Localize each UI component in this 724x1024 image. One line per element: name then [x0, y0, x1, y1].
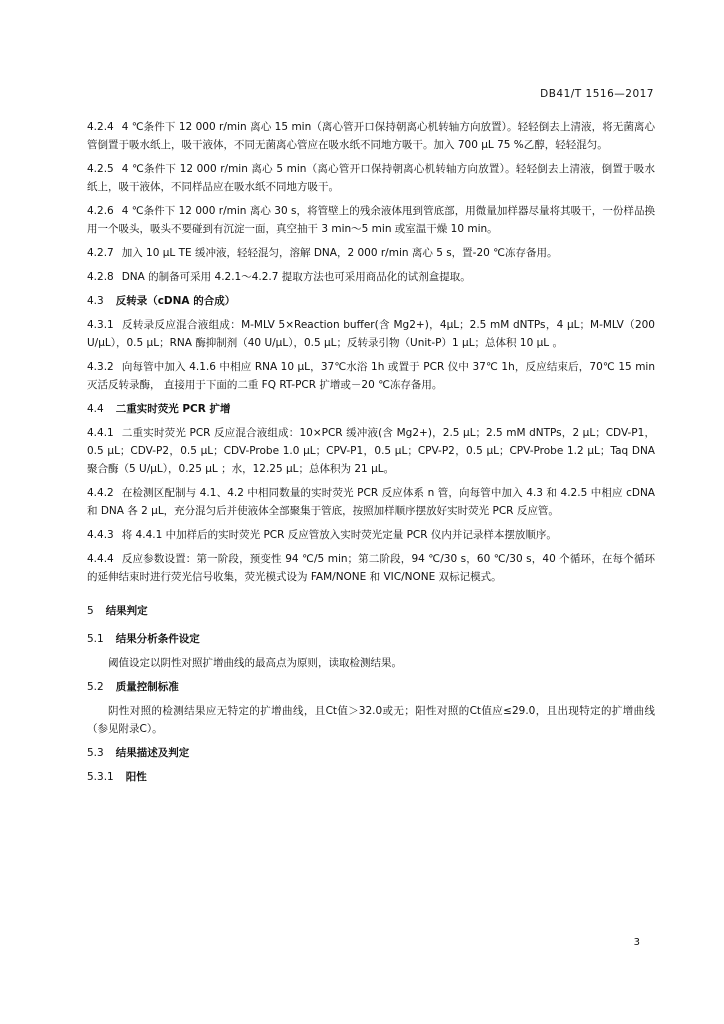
section-heading	[87, 292, 655, 310]
clause-paragraph	[87, 268, 655, 286]
clause-text: 4 ℃条件下 12 000 r/min 离心 5 min（离心管开口保持朝离心机转轴方向放置）。轻轻倒去上清液，倒置于吸水纸上，吸干液体，不同样品应在吸水纸不同地方吸干。	[87, 163, 655, 193]
clause-text: 反应参数设置：第一阶段，预变性 94 ℃/5 min；第二阶段，94 ℃/30 s，60 ℃/30 s，40 个循环，在每个循环的延伸结束时进行荧光信号收集，荧光模式设为 FAM/NONE 和 VIC/NONE 双标记模式。	[87, 553, 655, 583]
clause-paragraph	[87, 202, 655, 238]
heading-title: 结果描述及判定	[115, 747, 190, 759]
clause-number: 4.2.7	[87, 247, 114, 259]
heading-title: 结果判定	[105, 605, 148, 617]
page-number: 3	[633, 937, 640, 948]
clause-paragraph	[87, 118, 655, 154]
heading-number: 4.3	[87, 295, 104, 307]
clause-paragraph	[87, 550, 655, 586]
clause-number: 4.4.1	[87, 427, 114, 439]
clause-text: 加入 10 μL TE 缓冲液，轻轻混匀，溶解 DNA，2 000 r/min 离心 5 s，置-20 ℃冻存备用。	[121, 247, 558, 259]
clause-text: 向每管中加入 4.1.6 中相应 RNA 10 μL，37℃水浴 1h 或置于 PCR 仪中 37℃ 1h，反应结束后，70℃ 15 min 灭活反转录酶， 直接用于下面的二重 FQ RT-PCR 扩增或－20 ℃冻存备用。	[87, 361, 655, 391]
clause-number: 4.3.2	[87, 361, 114, 373]
heading-number: 5.3	[87, 747, 104, 759]
heading-number: 5.2	[87, 681, 104, 693]
heading-title: 阳性	[125, 771, 147, 783]
clause-text: 二重实时荧光 PCR 反应混合液组成：10×PCR 缓冲液(含 Mg2+)，2.5 μL；2.5 mM dNTPs，2 μL；CDV-P1，0.5 μL；CDV-P2，0.5 μL；CDV-Probe 1.0 μL；CPV-P1，0.5 μL；CPV-P2，0.5 μL；CPV-Probe 1.2 μL；Taq DNA 聚合酶（5 U/μL），0.25 μL ；水，12.25 μL；总体积为 21 μL。	[87, 427, 655, 475]
clause-text: 4 ℃条件下 12 000 r/min 离心 30 s，将管壁上的残余液体甩到管底部，用微量加样器尽量将其吸干，一份样品换用一个吸头，吸头不要碰到有沉淀一面，真空抽干 3 min～5 min 或室温干燥 10 min。	[87, 205, 655, 235]
heading-title: 反转录（cDNA 的合成）	[115, 295, 236, 307]
section-heading	[87, 678, 655, 696]
body-paragraph: 阴性对照的检测结果应无特定的扩增曲线，且Ct值＞32.0或无；阳性对照的Ct值应≤29.0，且出现特定的扩增曲线（参见附录C）。	[87, 705, 655, 735]
clause-text: 反转录反应混合液组成：M-MLV 5×Reaction buffer(含 Mg2+)，4μL；2.5 mM dNTPs，4 μL；M-MLV（200 U/μL），0.5 μL；RNA 酶抑制剂（40 U/μL），0.5 μL；反转录引物（Unit-P）1 μL；总体积 10 μL 。	[87, 319, 655, 349]
heading-title: 质量控制标准	[115, 681, 179, 693]
section-heading	[87, 400, 655, 418]
clause-number: 4.4.3	[87, 529, 114, 541]
clause-number: 4.3.1	[87, 319, 114, 331]
clause-number: 4.2.8	[87, 271, 114, 283]
heading-title: 二重实时荧光 PCR 扩增	[115, 403, 231, 415]
clause-number: 4.2.5	[87, 163, 114, 175]
clause-number: 4.4.2	[87, 487, 114, 499]
section-heading	[87, 768, 655, 786]
clause-text: 4 ℃条件下 12 000 r/min 离心 15 min（离心管开口保持朝离心机转轴方向放置）。轻轻倒去上清液，将无菌离心管倒置于吸水纸上，吸干液体，不同无菌离心管应在吸水纸不同地方吸干。加入 700 μL 75 %乙醇，轻轻混匀。	[87, 121, 655, 151]
heading-number: 5.3.1	[87, 771, 114, 783]
section-heading	[87, 744, 655, 762]
heading-number: 5	[87, 605, 94, 617]
clause-number: 4.4.4	[87, 553, 114, 565]
heading-number: 4.4	[87, 403, 104, 415]
clause-paragraph	[87, 358, 655, 394]
clause-number: 4.2.6	[87, 205, 114, 217]
document-code: DB41/T 1516—2017	[540, 88, 654, 100]
heading-number: 5.1	[87, 633, 104, 645]
clause-text: 在检测区配制与 4.1、4.2 中相同数量的实时荧光 PCR 反应体系 n 管，向每管中加入 4.3 和 4.2.5 中相应 cDNA 和 DNA 各 2 μL，充分混匀后并使液体全部聚集于管底，按照加样顺序摆放好实时荧光 PCR 反应管。	[87, 487, 655, 517]
clause-paragraph	[87, 526, 655, 544]
body-paragraph: 阈值设定以阴性对照扩增曲线的最高点为原则，读取检测结果。	[108, 657, 402, 669]
clause-paragraph	[87, 424, 655, 478]
clause-paragraph	[87, 316, 655, 352]
clause-paragraph	[87, 160, 655, 196]
clause-paragraph	[87, 484, 655, 520]
chapter-heading	[87, 602, 655, 620]
clause-number: 4.2.4	[87, 121, 114, 133]
heading-title: 结果分析条件设定	[115, 633, 200, 645]
section-heading	[87, 630, 655, 648]
clause-paragraph	[87, 244, 655, 262]
document-body	[87, 118, 655, 792]
clause-text: DNA 的制备可采用 4.2.1～4.2.7 提取方法也可采用商品化的试剂盒提取。	[121, 271, 471, 283]
clause-text: 将 4.4.1 中加样后的实时荧光 PCR 反应管放入实时荧光定量 PCR 仪内并记录样本摆放顺序。	[121, 529, 557, 541]
